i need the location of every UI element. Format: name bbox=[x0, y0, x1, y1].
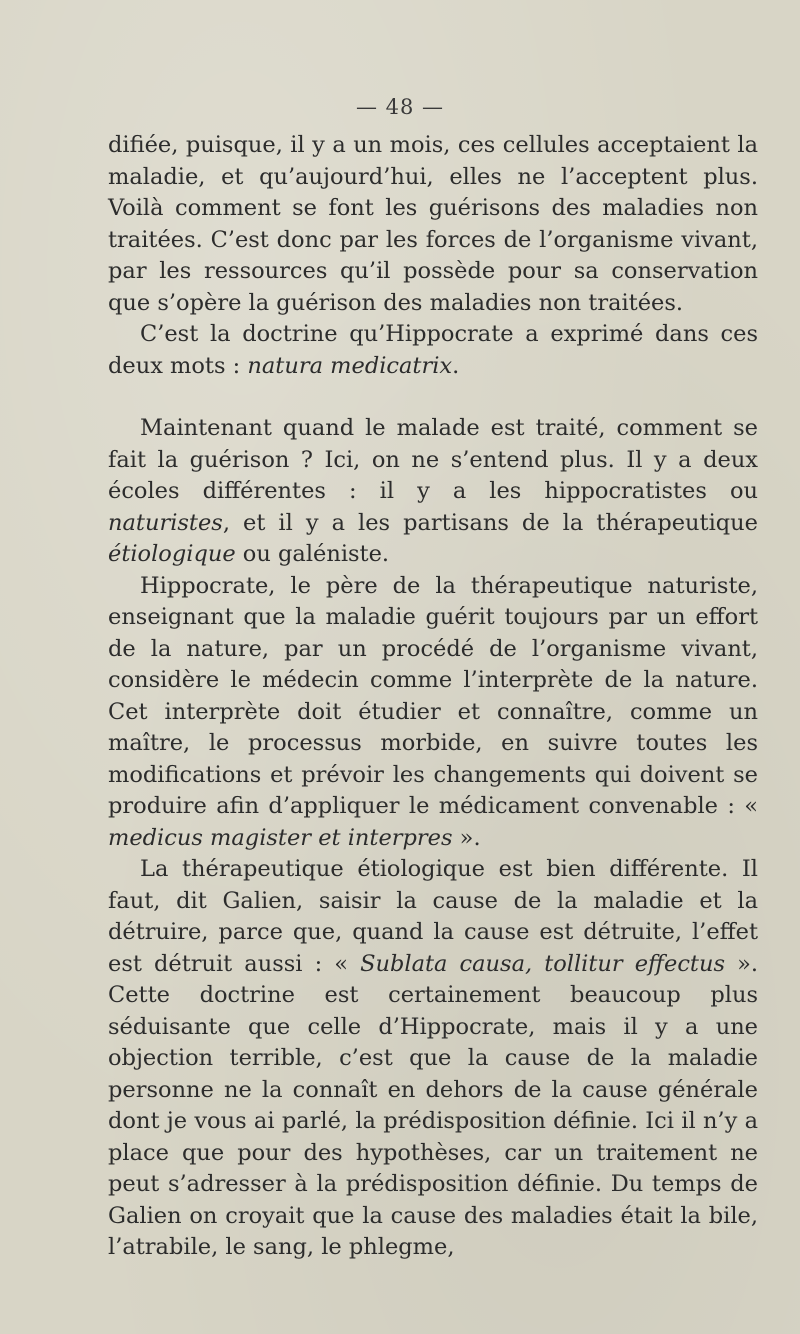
italic-term: étiologique bbox=[108, 541, 236, 567]
page-body bbox=[108, 130, 758, 1264]
text-run: C’est la doctrine qu’Hippocrate a exprimé dans ces deux mots : bbox=[108, 321, 758, 379]
text-run: ». Cette doctrine est certainement beaucoup plus séduisante que celle d’Hippocrate, mais il y a une objection terrible, c’est que la cause de la maladie personne ne la connaît en dehors de la cause générale dont je vous ai parlé, la prédisposition définie. Ici il n’y a place que pour des hypothèses, car un traitement ne peut s’adresser à la prédisposition définie. Du temps de Galien on croyait que la cause des maladies était la bile, l’atrabile, le sang, le phlegme, bbox=[108, 950, 758, 1260]
italic-term: naturistes bbox=[108, 509, 223, 536]
latin-phrase: natura medicatrix bbox=[247, 352, 453, 379]
paragraph bbox=[108, 319, 758, 382]
latin-phrase: Sublata causa, tollitur effectus bbox=[360, 950, 725, 977]
text-run: ». bbox=[452, 824, 481, 851]
text-run: . bbox=[452, 352, 460, 379]
text-run: ou galéniste. bbox=[235, 541, 390, 567]
paragraph bbox=[108, 854, 758, 1264]
paragraph bbox=[108, 571, 758, 855]
latin-phrase: medicus magister et interpres bbox=[108, 824, 453, 851]
page-number: — 48 — bbox=[355, 95, 445, 119]
text-run: , et il y a les partisans de la thérapeutique bbox=[222, 509, 758, 536]
text-run: Hippocrate, le père de la thérapeutique naturiste, enseignant que la maladie guérit toujours par un effort de la nature, par un procédé de l’organisme vivant, considère le médecin comme l’interprète de la nature. Cet interprète doit étudier et connaître, comme un maître, le processus morbide, en suivre toutes les modifications et prévoir les changements qui doivent se produire afin d’appliquer le médicament convenable : « bbox=[108, 572, 758, 819]
paragraph bbox=[108, 413, 758, 571]
text-run: difiée, puisque, il y a un mois, ces cellules acceptaient la maladie, et qu’aujourd’hui, elles ne l’acceptent plus. Voilà comment se font les guérisons des maladies non traitées. C’est donc par les forces de l’organisme vivant, par les ressources qu’il possède pour sa conservation que s’opère la guérison des maladies non traitées. bbox=[108, 132, 758, 316]
text-run: La thérapeutique étiologique est bien différente. Il faut, dit Galien, saisir la cause de la maladie et la détruire, parce que, quand la cause est détruite, l’effet est détruit aussi : « bbox=[108, 856, 758, 977]
paragraph bbox=[108, 130, 758, 319]
text-run: Maintenant quand le malade est traité, comment se fait la guérison ? Ici, on ne s’entend plus. Il y a deux écoles différentes : il y a les hippocratistes ou bbox=[108, 415, 758, 504]
